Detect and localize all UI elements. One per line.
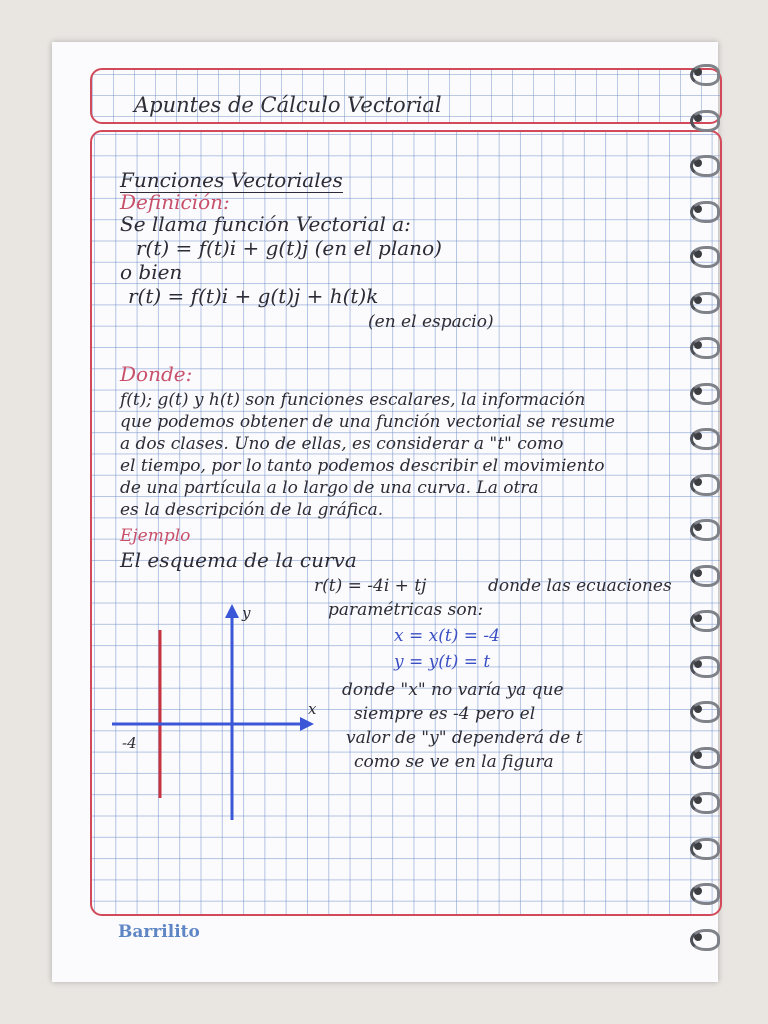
definition-formula-space: r(t) = f(t)i + g(t)j + h(t)k — [128, 284, 379, 308]
example-y-equation: y = y(t) = t — [394, 652, 491, 672]
spiral-ring — [690, 519, 720, 541]
example-explanation-line: donde "x" no varía ya que — [342, 680, 564, 700]
section-title: Funciones Vectoriales — [120, 168, 343, 192]
example-heading: Ejemplo — [120, 526, 191, 546]
donde-line: es la descripción de la gráfica. — [120, 500, 384, 520]
page-title: Apuntes de Cálculo Vectorial — [134, 93, 442, 117]
example-equation: r(t) = -4i + tj — [314, 576, 427, 596]
example-param-label: paramétricas son: — [328, 600, 484, 620]
definition-line: (en el espacio) — [368, 312, 494, 332]
spiral-ring — [690, 246, 720, 268]
definition-formula-plane: r(t) = f(t)i + g(t)j (en el plano) — [136, 236, 442, 260]
spiral-ring — [690, 929, 720, 951]
definition-heading: Definición: — [120, 190, 230, 214]
example-intro: El esquema de la curva — [120, 548, 357, 572]
x-axis-arrow — [300, 717, 314, 731]
example-explanation-line: siempre es -4 pero el — [354, 704, 536, 724]
y-axis-label: y — [242, 604, 251, 622]
donde-line: que podemos obtener de una función vectorial se resume — [120, 412, 615, 432]
notes-box — [90, 130, 722, 916]
example-explanation-line: valor de "y" dependerá de t — [346, 728, 583, 748]
definition-line: Se llama función Vectorial a: — [120, 212, 411, 236]
title-box — [90, 68, 722, 124]
donde-line: de una partícula a lo largo de una curva. La otra — [120, 478, 539, 498]
notebook-page — [52, 42, 718, 982]
y-axis-arrow — [225, 604, 239, 618]
spiral-ring — [690, 110, 720, 132]
donde-heading: Donde: — [120, 362, 193, 386]
example-x-equation: x = x(t) = -4 — [394, 626, 500, 646]
definition-line: o bien — [120, 260, 183, 284]
brand-logo: Barrilito — [118, 922, 200, 942]
spiral-ring — [690, 428, 720, 450]
spiral-ring — [690, 64, 720, 86]
spiral-ring — [690, 155, 720, 177]
spiral-ring — [690, 292, 720, 314]
spiral-ring — [690, 883, 720, 905]
donde-line: el tiempo, por lo tanto podemos describir el movimiento — [120, 456, 605, 476]
spiral-ring — [690, 201, 720, 223]
spiral-ring — [690, 747, 720, 769]
x-axis-label: x — [308, 700, 317, 718]
spiral-ring — [690, 565, 720, 587]
spiral-ring — [690, 656, 720, 678]
donde-line: f(t); g(t) y h(t) son funciones escalares, la información — [120, 390, 586, 410]
spiral-ring — [690, 610, 720, 632]
example-graph — [110, 602, 330, 832]
spiral-ring — [690, 792, 720, 814]
donde-line: a dos clases. Uno de ellas, es considerar a "t" como — [120, 434, 564, 454]
spiral-ring — [690, 474, 720, 496]
x-tick-label: -4 — [122, 734, 137, 752]
spiral-ring — [690, 838, 720, 860]
spiral-ring — [690, 337, 720, 359]
spiral-ring — [690, 383, 720, 405]
example-explanation-line: como se ve en la figura — [354, 752, 554, 772]
spiral-ring — [690, 701, 720, 723]
example-equation-note: donde las ecuaciones — [488, 576, 672, 596]
